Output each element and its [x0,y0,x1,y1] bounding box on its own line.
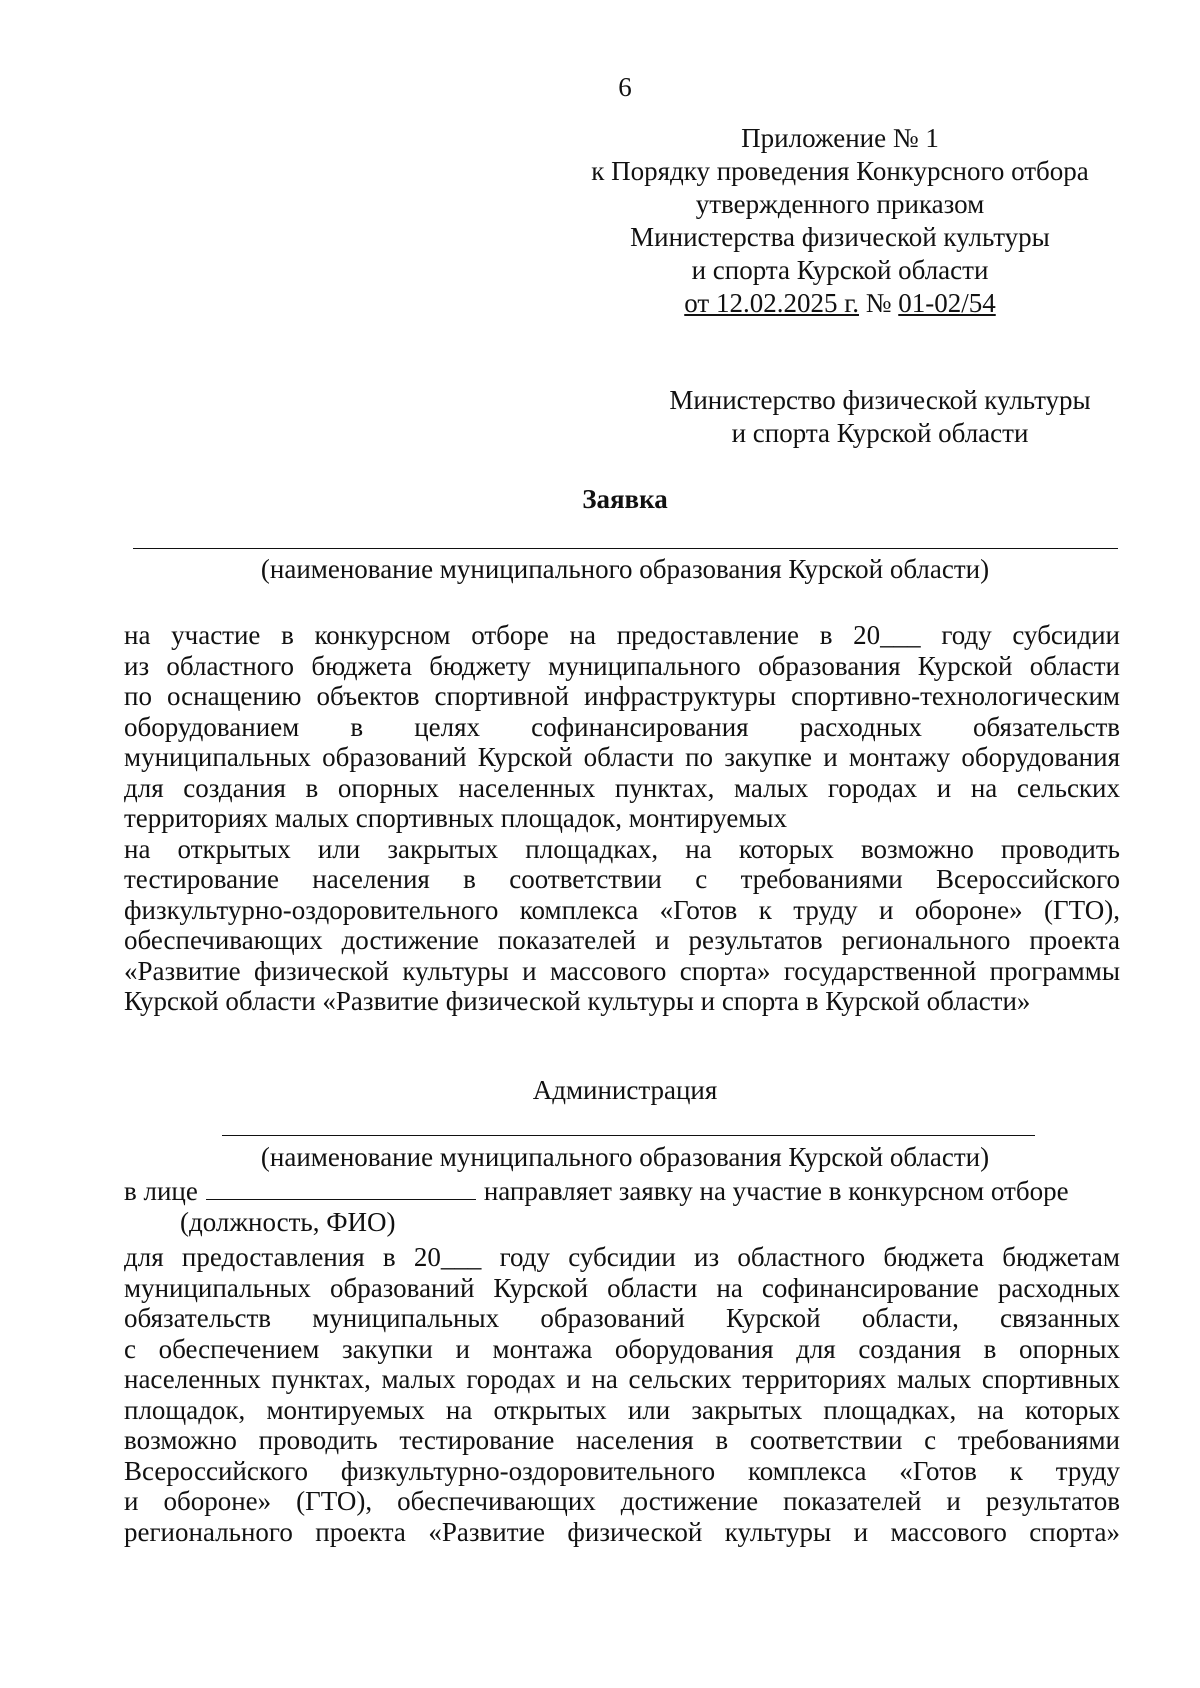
appendix-header [570,122,1110,320]
blank-line-administration [222,1135,1035,1136]
text-line: муниципальных образований Курской области на софинансирование расходных [124,1272,1120,1303]
position-caption: (должность, ФИО) [180,1207,396,1237]
appendix-line: утвержденного приказом [695,189,985,219]
text-line: на открытых или закрытых площадках, на которых возможно проводить [124,833,1120,864]
text-line: территориях малых спортивных площадок, монтируемых [124,803,788,833]
paragraph-application-purpose [124,620,1120,1017]
blank-line-representative [206,1177,476,1200]
text-line: площадок, монтируемых на открытых или закрытых площадках, на которых [124,1394,1120,1425]
municipality-caption: (наименование муниципального образования Курской области) [260,554,990,584]
text-line: из областного бюджета бюджету муниципального образования Курской области [124,650,1120,681]
document-title: Заявка [582,484,668,514]
text-line: Курской области «Развитие физической культуры и спорта в Курской области» [124,986,1031,1016]
addressee [650,384,1110,450]
text-line: Всероссийского физкультурно-оздоровительного комплекса «Готов к труду [124,1455,1120,1486]
text-line: оборудованием в целях софинансирования расходных обязательств [124,711,1120,742]
text-line: обязательств муниципальных образований Курской области, связанных [124,1303,1120,1333]
text-line: обеспечивающих достижение показателей и результатов регионального проекта [124,925,1120,955]
text-line: населенных пунктах, малых городах и на сельских территориях малых спортивных [124,1364,1120,1394]
appendix-line: Министерства физической культуры [630,222,1050,252]
municipality-caption: (наименование муниципального образования Курской области) [260,1142,990,1172]
text-line: и обороне» (ГТО), обеспечивающих достижение показателей и результатов [124,1486,1120,1516]
paragraph-subsidy-purpose [124,1242,1120,1547]
addressee-line: и спорта Курской области [731,418,1029,448]
text-line: для предоставления в 20___ году субсидии из областного бюджета бюджетам [124,1242,1120,1272]
appendix-order-line [570,287,1110,320]
text-line: регионального проекта «Развитие физической культуры и массового спорта» [124,1516,1120,1547]
text-line: тестирование населения в соответствии с требованиями Всероссийского [124,864,1120,894]
order-date: от 12.02.2025 г. [684,288,859,318]
text-line: на участие в конкурсном отборе на предоставление в 20___ году субсидии [124,620,1120,650]
in-person-prefix: в лице [124,1176,198,1206]
addressee-line: Министерство физической культуры [669,385,1091,415]
administration-label: Администрация [532,1075,718,1105]
appendix-title: Приложение № 1 [741,123,939,153]
in-person-line [124,1176,1120,1207]
in-person-suffix: направляет заявку на участие в конкурсном отборе [483,1176,1069,1206]
text-line: для создания в опорных населенных пунктах, малых городах и на сельских [124,772,1120,803]
text-line: возможно проводить тестирование населения в соответствии с требованиями [124,1425,1120,1455]
page-number: 6 [618,72,632,102]
text-line: муниципальных образований Курской области по закупке и монтажу оборудования [124,742,1120,772]
text-line: «Развитие физической культуры и массового спорта» государственной программы [124,955,1120,986]
order-number: 01-02/54 [898,288,996,318]
appendix-line: к Порядку проведения Конкурсного отбора [591,156,1089,186]
number-sign: № [858,288,899,318]
text-line: по оснащению объектов спортивной инфраструктуры спортивно-технологическим [124,681,1120,711]
appendix-line: и спорта Курской области [691,255,989,285]
text-line: с обеспечением закупки и монтажа оборудования для создания в опорных [124,1333,1120,1364]
text-line: физкультурно-оздоровительного комплекса «Готов к труду и обороне» (ГТО), [124,894,1120,925]
blank-line-municipality [133,548,1118,549]
